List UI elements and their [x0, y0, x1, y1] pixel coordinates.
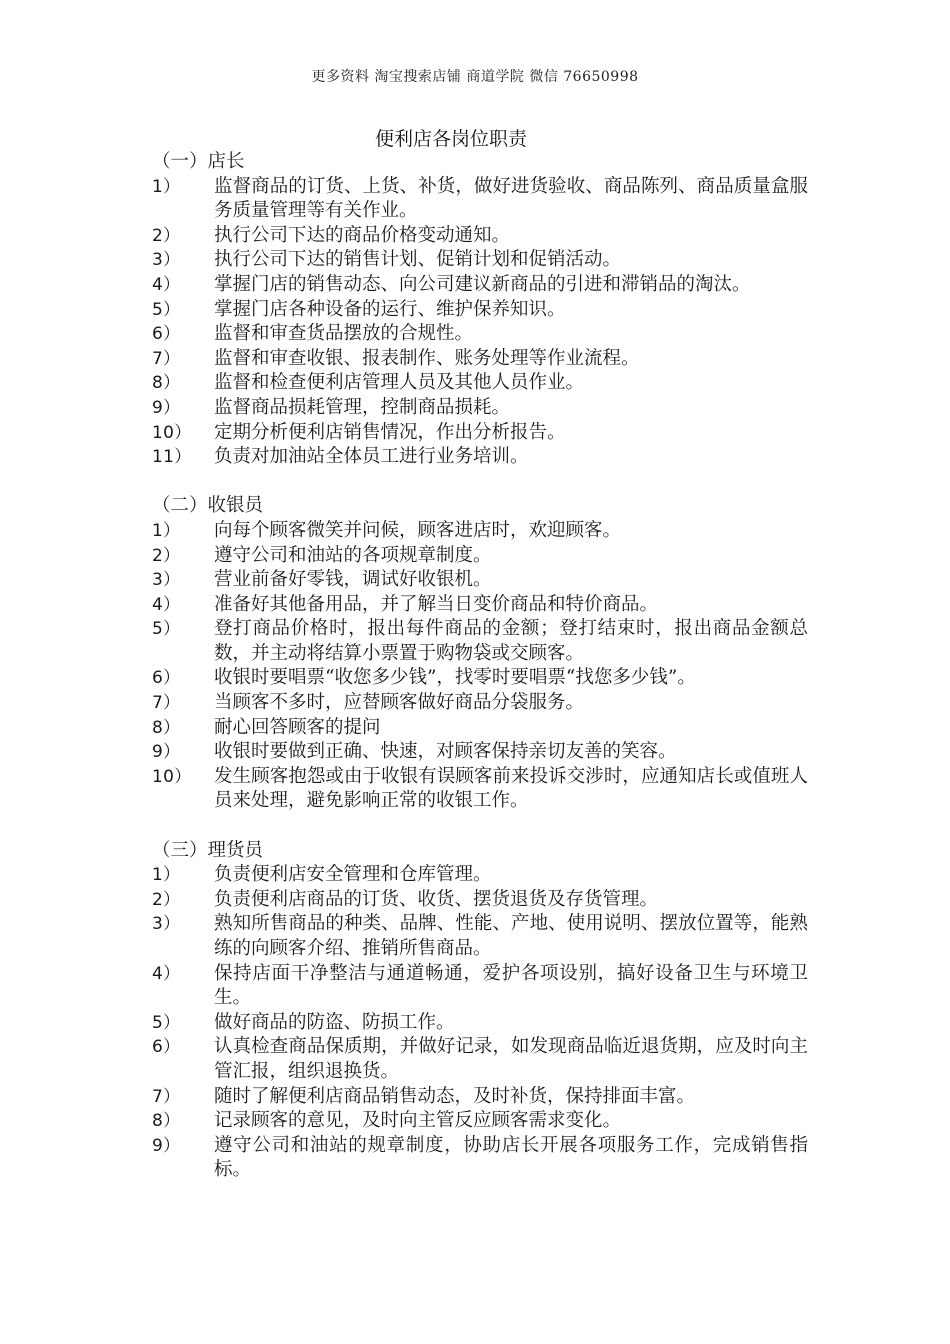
list-item-number: 1） [152, 520, 181, 541]
list-item-text: 负责便利店商品的订货、收货、摆货退货及存货管理。 [214, 888, 659, 910]
list-item [152, 519, 832, 544]
list-item-text: 熟知所售商品的种类、品牌、性能、产地、使用说明、摆放位置等，能熟练的向顾客介绍、推销所售商品。 [214, 913, 808, 959]
list-item [152, 912, 832, 961]
list-item-text: 监督和审查货品摆放的合规性。 [214, 323, 474, 345]
list-item-number: 2） [152, 545, 181, 566]
list-item-text: 收银时要唱票“收您多少钱”，找零时要唱票“找您多少钱”。 [214, 667, 696, 689]
list-item [152, 593, 832, 618]
list-item [152, 863, 832, 888]
list-item-text: 监督和审查收银、报表制作、账务处理等作业流程。 [214, 347, 640, 369]
list-item [152, 347, 832, 372]
list-item-text: 耐心回答顾客的提问 [214, 716, 381, 738]
header-note: 更多资料 淘宝搜索店铺 商道学院 微信 76650998 [311, 69, 639, 85]
list-item [152, 421, 832, 446]
list-item [152, 888, 832, 913]
list-item-text: 保持店面干净整洁与通道畅通，爱护各项设别，搞好设备卫生与环境卫生。 [214, 962, 808, 1009]
list-item-text: 收银时要做到正确、快速，对顾客保持亲切友善的笑容。 [214, 741, 677, 763]
list-item-text: 遵守公司和油站的规章制度，协助店长开展各项服务工作，完成销售指标。 [214, 1134, 808, 1181]
list-item-text: 做好商品的防盗、防损工作。 [214, 1011, 455, 1033]
list-item-number: 8） [152, 717, 181, 738]
section-store-manager [152, 150, 832, 470]
section-heading: （三）理货员 [152, 839, 264, 861]
document-title: 便利店各岗位职责 [374, 128, 527, 150]
list-item-number: 5） [152, 1012, 181, 1033]
list-item [152, 740, 832, 765]
list-item [152, 1011, 832, 1036]
list-item-number: 4） [152, 274, 181, 295]
list-item-number: 6） [152, 324, 181, 345]
list-item-number: 10） [152, 422, 192, 443]
list-item [152, 273, 832, 298]
list-item-text: 记录顾客的意见，及时向主管反应顾客需求变化。 [214, 1110, 622, 1132]
list-item [152, 224, 832, 249]
list-item-text: 监督和检查便利店管理人员及其他人员作业。 [214, 372, 585, 394]
list-item-text: 执行公司下达的商品价格变动通知。 [214, 224, 511, 246]
list-item-text: 营业前备好零钱，调试好收银机。 [214, 569, 492, 591]
list-item-text: 发生顾客抱怨或由于收银有误顾客前来投诉交涉时，应通知店长或值班人员来处理，避免影响正常的收银工作。 [214, 765, 808, 812]
list-item-text: 监督商品损耗管理，控制商品损耗。 [214, 396, 511, 418]
list-item-number: 4） [152, 963, 181, 984]
list-item-text: 掌握门店各种设备的运行、维护保养知识。 [214, 298, 566, 320]
list-item-number: 9） [152, 1135, 181, 1156]
list-item-number: 1） [152, 176, 181, 197]
list-item-text: 认真检查商品保质期，并做好记录，如发现商品临近退货期，应及时向主管汇报，组织退换货。 [214, 1036, 808, 1082]
list-item [152, 1035, 832, 1084]
list-item [152, 666, 832, 691]
list-item-text: 登打商品价格时，报出每件商品的金额；登打结束时，报出商品金额总数，并主动将结算小票置于购物袋或交顾客。 [214, 618, 808, 664]
list-item-text: 执行公司下达的销售计划、促销计划和促销活动。 [214, 249, 622, 271]
list-item-number: 3） [152, 570, 181, 591]
list-item [152, 691, 832, 716]
list-item-number: 7） [152, 693, 181, 714]
list-item-text: 准备好其他备用品，并了解当日变价商品和特价商品。 [214, 593, 659, 615]
section-spacer [152, 814, 832, 839]
list-item [152, 445, 832, 470]
list-item-number: 5） [152, 619, 181, 640]
section-spacer [152, 470, 832, 495]
list-item [152, 396, 832, 421]
document-body [152, 150, 832, 1183]
list-item [152, 322, 832, 347]
list-item [152, 1085, 832, 1110]
list-item [152, 617, 832, 666]
list-item-number: 6） [152, 1037, 181, 1058]
list-item-number: 4） [152, 594, 181, 615]
list-item [152, 765, 832, 814]
section-heading: （一）店长 [152, 151, 245, 172]
list-item-number: 8） [152, 1111, 181, 1132]
list-item [152, 568, 832, 593]
list-item [152, 175, 832, 224]
list-item-number: 6） [152, 668, 181, 689]
list-item-number: 5） [152, 299, 181, 320]
list-item-number: 3） [152, 250, 181, 271]
list-item-number: 1） [152, 865, 181, 886]
list-item-number: 2） [152, 225, 181, 246]
list-item-text: 当顾客不多时，应替顾客做好商品分袋服务。 [214, 692, 585, 714]
list-item-text: 随时了解便利店商品销售动态，及时补货，保持排面丰富。 [214, 1085, 696, 1107]
list-item-text: 遵守公司和油站的各项规章制度。 [214, 544, 492, 566]
list-item-number: 7） [152, 348, 181, 369]
list-item-number: 10） [152, 766, 192, 787]
list-item [152, 371, 832, 396]
list-item-text: 监督商品的订货、上货、补货，做好进货验收、商品陈列、商品质量盒服务质量管理等有关作业。 [214, 175, 808, 222]
list-item-number: 3） [152, 914, 181, 935]
section-heading: （二）收银员 [152, 495, 264, 517]
list-item-text: 负责便利店安全管理和仓库管理。 [214, 864, 492, 886]
list-item-text: 掌握门店的销售动态、向公司建议新商品的引进和滞销品的淘汰。 [214, 273, 751, 295]
list-item-number: 9） [152, 742, 181, 763]
section-stock-clerk [152, 839, 832, 1183]
list-item-text: 定期分析便利店销售情况，作出分析报告。 [214, 421, 566, 443]
list-item-text: 负责对加油站全体员工进行业务培训。 [214, 446, 529, 468]
list-item [152, 716, 832, 741]
list-item [152, 1134, 832, 1183]
list-item-text: 向每个顾客微笑并问候，顾客进店时，欢迎顾客。 [214, 519, 622, 541]
list-item [152, 1109, 832, 1134]
list-item-number: 8） [152, 373, 181, 394]
list-item-number: 9） [152, 397, 181, 418]
list-item [152, 544, 832, 569]
list-item [152, 248, 832, 273]
list-item [152, 298, 832, 323]
list-item-number: 2） [152, 889, 181, 910]
list-item [152, 962, 832, 1011]
list-item-number: 11） [152, 447, 192, 468]
section-cashier [152, 494, 832, 814]
list-item-number: 7） [152, 1086, 181, 1107]
